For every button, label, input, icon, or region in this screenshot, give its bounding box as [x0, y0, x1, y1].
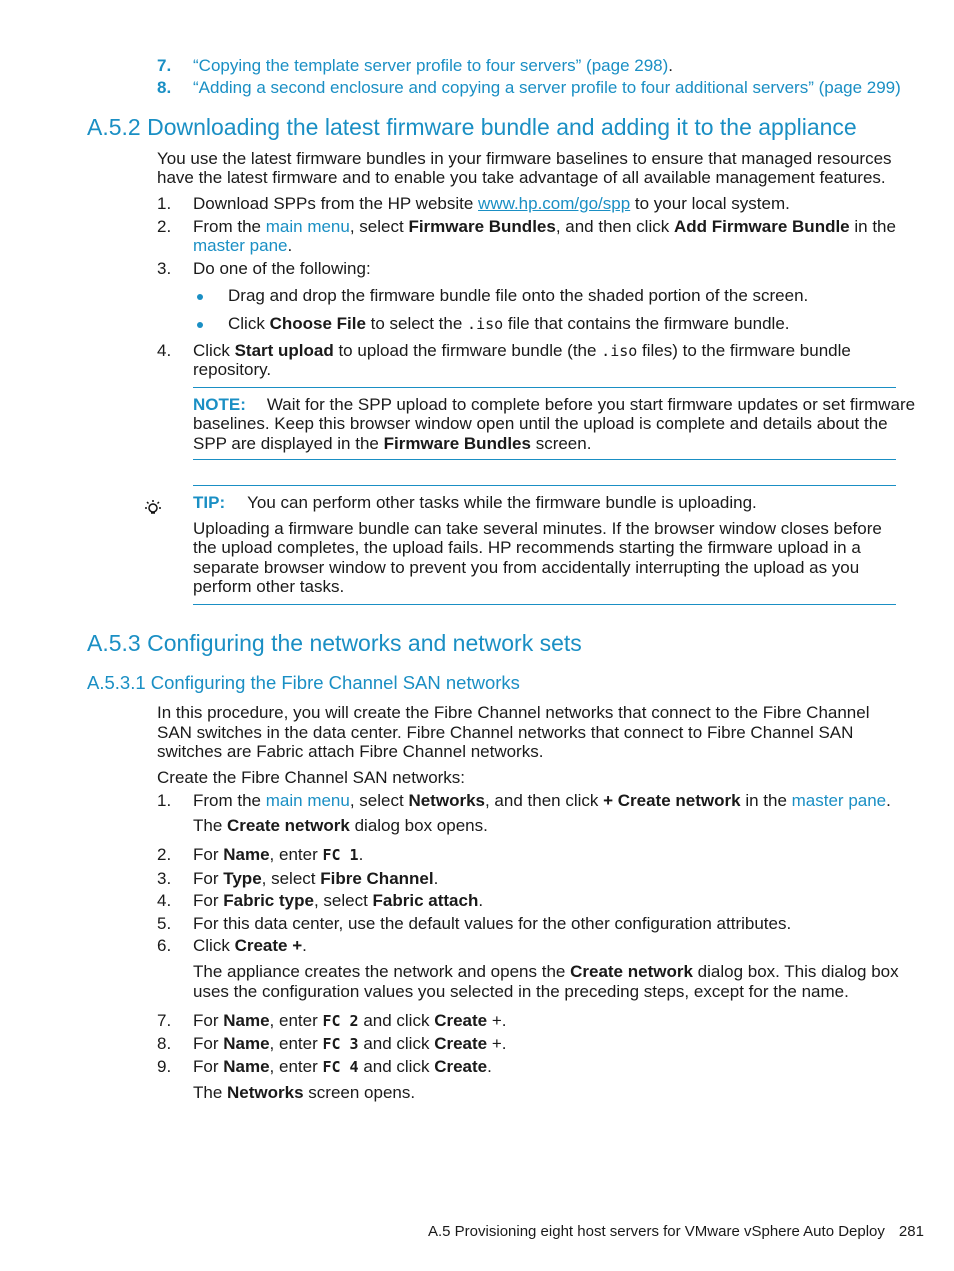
text: to upload the firmware bundle (the: [333, 341, 602, 360]
bullet-icon: [197, 322, 203, 328]
step-number: 6.: [157, 936, 172, 955]
fc-step-1-result: [193, 816, 488, 836]
text: .: [487, 1057, 492, 1076]
text: For: [193, 891, 224, 910]
list-item-8: [157, 78, 171, 98]
ui-term: + Create network: [603, 791, 741, 810]
paragraph-line: switches are Fabric attach Fibre Channel networks.: [157, 742, 544, 761]
text: +.: [487, 1034, 507, 1053]
fc-step-3: [193, 869, 438, 889]
text: to your local system.: [630, 194, 790, 213]
step-3: Do one of the following:: [193, 259, 371, 278]
note-line: baselines. Keep this browser window open until the upload is complete and details about the: [193, 414, 888, 433]
text: , enter: [269, 1011, 323, 1030]
text: For: [193, 1011, 224, 1030]
text: Click: [228, 314, 270, 333]
text: For: [193, 1057, 224, 1076]
text: From the: [193, 791, 266, 810]
ui-term: Fibre Channel: [320, 869, 434, 888]
note-line: [193, 434, 591, 454]
text: , enter: [269, 1034, 323, 1053]
step-4: [193, 341, 851, 361]
step-number: 2.: [157, 217, 172, 236]
fc-step-9-result: [193, 1083, 415, 1103]
text: , enter: [269, 845, 323, 864]
ui-term: Name: [223, 1011, 270, 1030]
fc-step-6-result: [193, 962, 899, 982]
text: .: [478, 891, 484, 910]
fc-step-8: [193, 1034, 506, 1054]
text: +.: [487, 1011, 507, 1030]
ui-term: Choose File: [269, 314, 366, 333]
text: .: [886, 791, 891, 810]
xref-text[interactable]: “Copying the template server profile to four servers” (page 298): [193, 56, 669, 75]
step-number: 9.: [157, 1057, 172, 1076]
text: , enter: [269, 1057, 323, 1076]
note-label: NOTE:: [193, 395, 246, 414]
step-4-cont: repository.: [193, 360, 272, 379]
list-item-7: [157, 56, 171, 76]
paragraph-line: have the latest firmware and to enable you take advantage of all available management features.: [157, 168, 886, 187]
ui-term: Firmware Bundles: [408, 217, 556, 236]
text: For: [193, 1034, 224, 1053]
ui-term: Add Firmware Bundle: [673, 217, 850, 236]
text: Download SPPs from the HP website: [193, 194, 479, 213]
master-pane-link[interactable]: master pane: [193, 236, 288, 255]
step-number: 5.: [157, 914, 172, 933]
step-number: 7.: [157, 1011, 172, 1030]
ui-term: Name: [223, 845, 270, 864]
code-term: .iso: [467, 315, 504, 333]
text: For: [193, 869, 224, 888]
ui-term: Create network: [227, 816, 350, 835]
list-number: 8.: [157, 78, 172, 97]
bullet-icon: [197, 294, 203, 300]
step-number: 4.: [157, 341, 172, 360]
paragraph-line: You use the latest firmware bundles in your firmware baselines to ensure that managed resources: [157, 149, 892, 168]
text: dialog box. This dialog box: [692, 962, 899, 981]
text: From the: [193, 217, 266, 236]
fc-step-2: [193, 845, 363, 865]
tip-top-rule: [193, 485, 896, 486]
code-value: FC 4: [322, 1058, 359, 1076]
fc-step-9: [193, 1057, 492, 1077]
text: and click: [358, 1034, 435, 1053]
ui-term: Create: [434, 1034, 488, 1053]
master-pane-link[interactable]: master pane: [791, 791, 887, 810]
bullet-item: Drag and drop the firmware bundle file onto the shaded portion of the screen.: [228, 286, 809, 305]
code-value: FC 1: [322, 846, 359, 864]
note-line: [193, 395, 915, 415]
tip-line: [193, 493, 757, 513]
text: .: [287, 236, 293, 255]
text: dialog box opens.: [349, 816, 488, 835]
subsection-heading-a531: A.5.3.1 Configuring the Fibre Channel SAN networks: [87, 672, 520, 693]
xref-tail: .: [668, 56, 674, 75]
xref-link-page-298[interactable]: [193, 56, 673, 76]
step-2: [193, 217, 896, 237]
text: Click: [193, 936, 235, 955]
text: screen opens.: [303, 1083, 416, 1102]
ui-term: Networks: [408, 791, 485, 810]
paragraph-line: Create the Fibre Channel SAN networks:: [157, 768, 466, 787]
text: and click: [358, 1011, 435, 1030]
page-footer: [428, 1223, 924, 1240]
fc-step-1: [193, 791, 891, 811]
step-1: [193, 194, 790, 214]
note-bottom-rule: [193, 459, 896, 460]
text: files) to the firmware bundle: [637, 341, 851, 360]
step-number: 8.: [157, 1034, 172, 1053]
text: The appliance creates the network and opens the: [193, 962, 571, 981]
lightbulb-icon: [143, 499, 163, 524]
text: , and then click: [484, 791, 604, 810]
fc-step-6: [193, 936, 307, 956]
fc-step-4: [193, 891, 483, 911]
ui-term: Fabric type: [223, 891, 314, 910]
text: , select: [349, 791, 409, 810]
text: to select the: [365, 314, 468, 333]
text: screen.: [530, 434, 592, 453]
ui-term: Networks: [227, 1083, 304, 1102]
ui-term: Create: [434, 1057, 488, 1076]
text: .: [433, 869, 439, 888]
code-value: FC 2: [322, 1012, 359, 1030]
text: , and then click: [555, 217, 674, 236]
paragraph-line: In this procedure, you will create the Fibre Channel networks that connect to the Fibre Channel: [157, 703, 870, 722]
ui-term: Create network: [570, 962, 693, 981]
text: .: [358, 845, 364, 864]
text: , select: [261, 869, 321, 888]
fc-step-5: For this data center, use the default values for the other configuration attributes.: [193, 914, 792, 933]
paragraph-line: SAN switches in the data center. Fibre Channel networks that connect to Fibre Channel SAN: [157, 723, 854, 742]
ui-term: Name: [223, 1057, 270, 1076]
text: .: [302, 936, 307, 955]
xref-link-page-299[interactable]: [193, 78, 901, 98]
text: in the: [740, 791, 792, 810]
text: , select: [313, 891, 373, 910]
tip-line: separate browser window to prevent you from accidentally interrupting the upload as you: [193, 558, 860, 577]
text: You can perform other tasks while the firmware bundle is uploading.: [247, 493, 757, 512]
step-number: 1.: [157, 791, 172, 810]
note-top-rule: [193, 387, 896, 388]
tip-label: TIP:: [193, 493, 226, 512]
text: Wait for the SPP upload to complete before you start firmware updates or set firmware: [266, 395, 916, 414]
tip-line: Uploading a firmware bundle can take several minutes. If the browser window closes before: [193, 519, 882, 538]
text: , select: [349, 217, 409, 236]
list-number: 7.: [157, 56, 172, 75]
text: For: [193, 845, 224, 864]
text: file that contains the firmware bundle.: [503, 314, 790, 333]
tip-bottom-rule: [193, 604, 896, 605]
step-number: 3.: [157, 259, 172, 278]
main-menu-link[interactable]: main menu: [265, 791, 350, 810]
ui-term: Start upload: [234, 341, 334, 360]
xref-text[interactable]: “Adding a second enclosure and copying a server profile to four additional servers” (page 299): [193, 78, 901, 97]
section-heading-a52: A.5.2 Downloading the latest firmware bundle and adding it to the appliance: [87, 114, 857, 140]
tip-line: the upload completes, the upload fails. HP recommends starting the firmware upload in a: [193, 538, 861, 557]
ui-term: Fabric attach: [372, 891, 479, 910]
text: in the: [849, 217, 896, 236]
text: SPP are displayed in the: [193, 434, 384, 453]
step-number: 4.: [157, 891, 172, 910]
text: Click: [193, 341, 235, 360]
text: The: [193, 816, 228, 835]
code-term: .iso: [601, 342, 638, 360]
section-heading-a53: A.5.3 Configuring the networks and network sets: [87, 630, 582, 656]
step-2-cont: [193, 236, 292, 256]
text: The: [193, 1083, 228, 1102]
ui-term: Create +: [234, 936, 303, 955]
fc-step-6-result-cont: uses the configuration values you selected in the preceding steps, except for the name.: [193, 982, 849, 1001]
tip-line: perform other tasks.: [193, 577, 345, 596]
bullet-item: [228, 314, 790, 334]
step-number: 3.: [157, 869, 172, 888]
fc-step-7: [193, 1011, 506, 1031]
ui-term: Firmware Bundles: [383, 434, 531, 453]
code-value: FC 3: [322, 1035, 359, 1053]
text: and click: [358, 1057, 435, 1076]
step-number: 1.: [157, 194, 172, 213]
page-number: 281: [898, 1223, 924, 1240]
footer-title: A.5 Provisioning eight host servers for VMware vSphere Auto Deploy: [428, 1223, 885, 1240]
ui-term: Create: [434, 1011, 488, 1030]
step-number: 2.: [157, 845, 172, 864]
ui-term: Name: [223, 1034, 270, 1053]
main-menu-link[interactable]: main menu: [265, 217, 350, 236]
hp-spp-link[interactable]: www.hp.com/go/spp: [478, 194, 631, 213]
ui-term: Type: [223, 869, 262, 888]
